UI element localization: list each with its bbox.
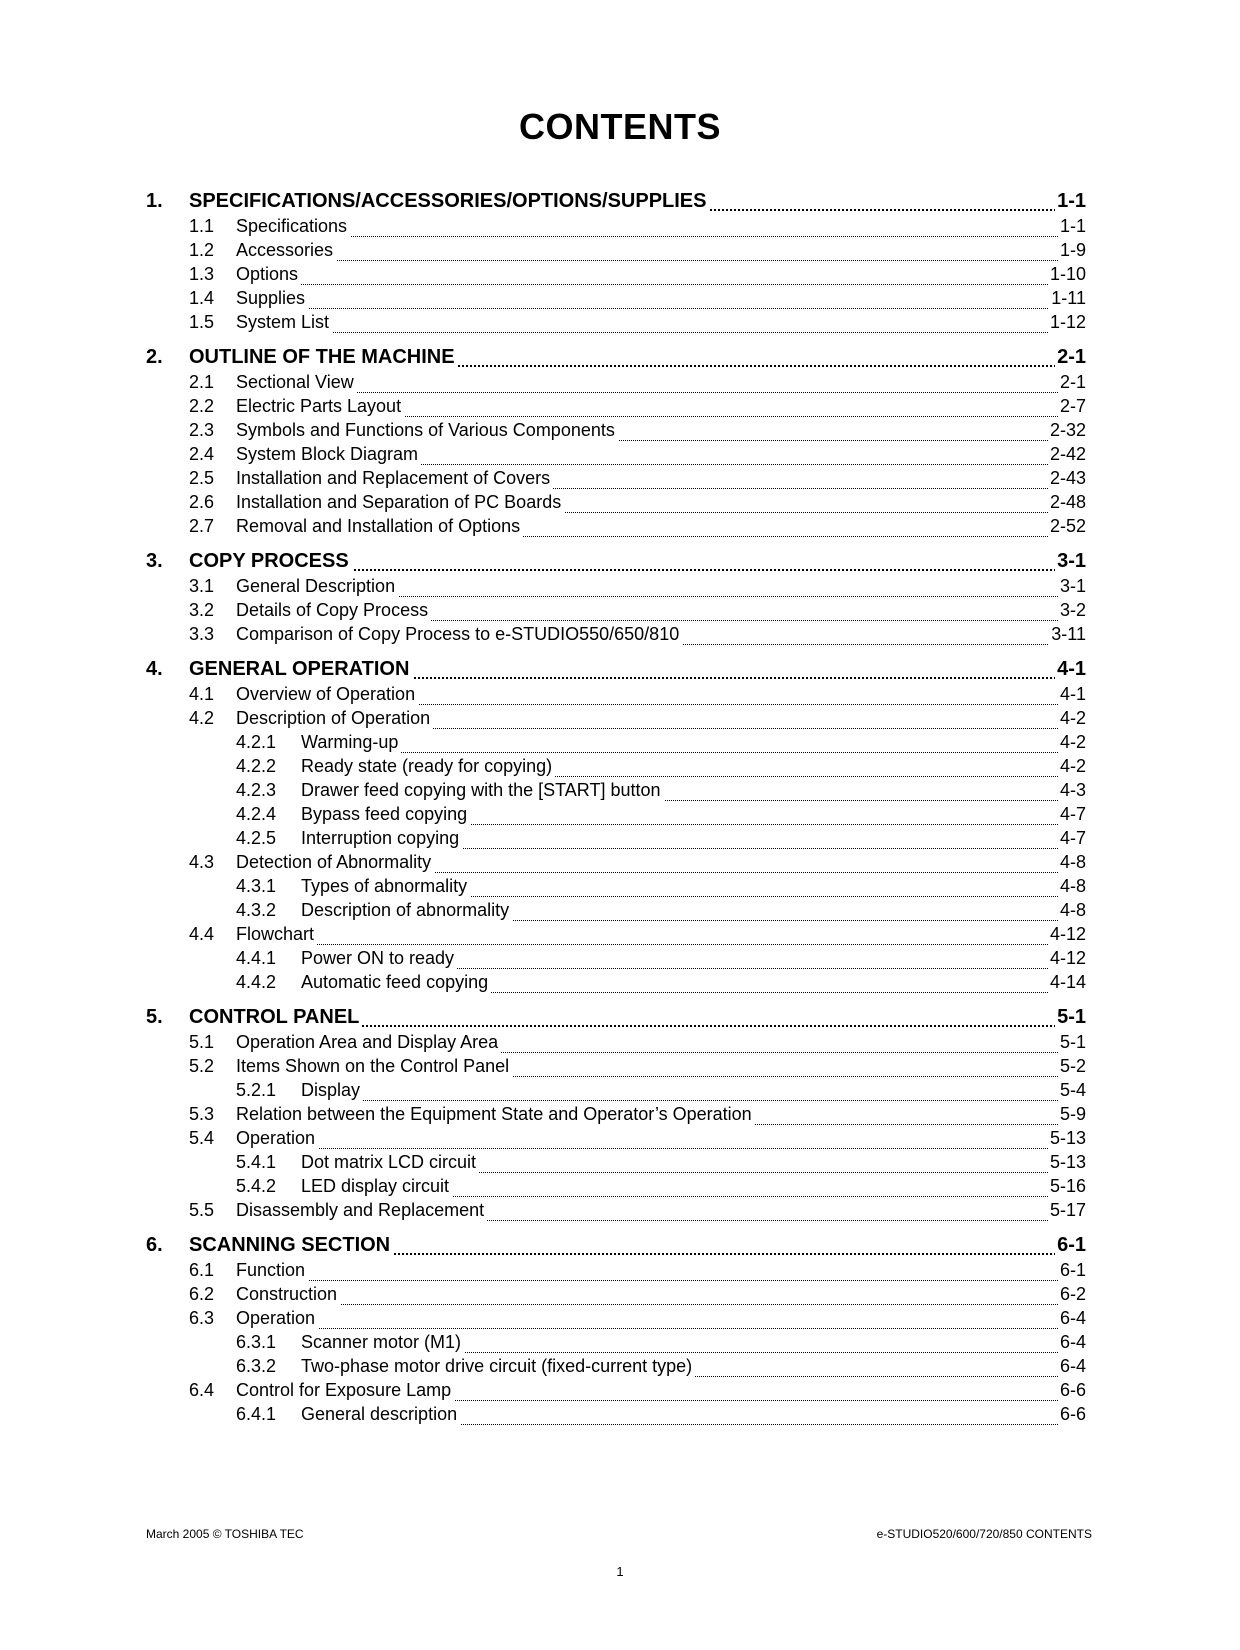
toc-entry[interactable] bbox=[0, 516, 1240, 540]
toc-entry[interactable] bbox=[0, 624, 1240, 648]
toc-number: 6. bbox=[146, 1234, 163, 1256]
toc-title: Display bbox=[301, 1080, 363, 1101]
toc-number: 4.2.5 bbox=[236, 828, 277, 848]
toc-entry[interactable] bbox=[0, 1080, 1240, 1104]
toc-title: Installation and Replacement of Covers bbox=[236, 468, 553, 489]
toc-number: 4.4.1 bbox=[236, 948, 277, 968]
toc-page: 6-4 bbox=[1059, 1308, 1086, 1328]
toc-page: 3-11 bbox=[1051, 624, 1086, 644]
toc-number: 1.5 bbox=[189, 312, 215, 332]
toc-entry[interactable] bbox=[0, 924, 1240, 948]
toc-page: 1-1 bbox=[1057, 190, 1086, 212]
toc-number: 4.1 bbox=[189, 684, 215, 704]
toc-page: 6-1 bbox=[1057, 1234, 1086, 1256]
toc-number: 3. bbox=[146, 550, 163, 572]
dot-leader bbox=[301, 752, 1080, 753]
toc-number: 2.6 bbox=[189, 492, 215, 512]
toc-page: 4-12 bbox=[1049, 924, 1086, 944]
toc-title: Bypass feed copying bbox=[301, 804, 470, 825]
toc-entry[interactable] bbox=[0, 1128, 1240, 1152]
toc-entry[interactable] bbox=[0, 576, 1240, 600]
toc-page: 4-2 bbox=[1059, 756, 1086, 776]
toc-entry[interactable] bbox=[0, 828, 1240, 852]
toc-title: COPY PROCESS bbox=[189, 550, 352, 573]
toc-title: SCANNING SECTION bbox=[189, 1234, 393, 1257]
toc-number: 5.2 bbox=[189, 1056, 215, 1076]
toc-title: Comparison of Copy Process to e-STUDIO550/650/810 bbox=[236, 624, 682, 645]
toc-title: Specifications bbox=[236, 216, 350, 237]
toc-page: 4-14 bbox=[1049, 972, 1086, 992]
toc-number: 5.3 bbox=[189, 1104, 215, 1124]
toc-number: 4. bbox=[146, 658, 163, 680]
toc-title: Options bbox=[236, 264, 301, 285]
toc-page: 4-2 bbox=[1059, 708, 1086, 728]
toc-number: 6.1 bbox=[189, 1260, 215, 1280]
toc-title: Flowchart bbox=[236, 924, 317, 945]
toc-number: 2.2 bbox=[189, 396, 215, 416]
toc-title: Accessories bbox=[236, 240, 336, 261]
toc-title: Operation bbox=[236, 1128, 318, 1149]
toc-title: System List bbox=[236, 312, 332, 333]
toc-entry[interactable] bbox=[0, 1152, 1240, 1176]
toc-number: 6.2 bbox=[189, 1284, 215, 1304]
toc-entry[interactable] bbox=[0, 420, 1240, 444]
toc-number: 1.4 bbox=[189, 288, 215, 308]
toc-entry[interactable] bbox=[0, 1380, 1240, 1404]
toc-entry[interactable] bbox=[0, 444, 1240, 468]
toc-page: 5-4 bbox=[1059, 1080, 1086, 1100]
toc-page: 5-13 bbox=[1049, 1128, 1086, 1148]
toc-entry[interactable] bbox=[0, 240, 1240, 264]
toc-chapter[interactable] bbox=[0, 190, 1240, 214]
toc-title: Types of abnormality bbox=[301, 876, 470, 897]
toc-title: Description of Operation bbox=[236, 708, 433, 729]
dot-leader bbox=[236, 284, 1080, 285]
toc-entry[interactable] bbox=[0, 804, 1240, 828]
toc-number: 6.3.1 bbox=[236, 1332, 277, 1352]
toc-number: 4.2.3 bbox=[236, 780, 277, 800]
toc-page: 5-1 bbox=[1059, 1032, 1086, 1052]
toc-page: 6-4 bbox=[1059, 1356, 1086, 1376]
toc-number: 4.3.2 bbox=[236, 900, 277, 920]
dot-leader bbox=[236, 944, 1080, 945]
toc-page: 6-6 bbox=[1059, 1404, 1086, 1424]
toc-entry[interactable] bbox=[0, 1104, 1240, 1128]
toc-title: Interruption copying bbox=[301, 828, 462, 849]
toc-number: 2.7 bbox=[189, 516, 215, 536]
toc-title: GENERAL OPERATION bbox=[189, 658, 412, 681]
toc-title: Dot matrix LCD circuit bbox=[301, 1152, 479, 1173]
dot-leader bbox=[236, 1328, 1080, 1329]
footer-left: March 2005 © TOSHIBA TEC bbox=[146, 1527, 304, 1541]
toc-entry[interactable] bbox=[0, 1056, 1240, 1080]
toc-title: Supplies bbox=[236, 288, 308, 309]
toc-title: Construction bbox=[236, 1284, 340, 1305]
toc-page: 4-1 bbox=[1059, 684, 1086, 704]
toc-number: 2.5 bbox=[189, 468, 215, 488]
toc-number: 1.1 bbox=[189, 216, 215, 236]
toc-number: 5.4 bbox=[189, 1128, 215, 1148]
toc-page: 4-7 bbox=[1059, 804, 1086, 824]
toc-number: 4.2.4 bbox=[236, 804, 277, 824]
toc-entry[interactable] bbox=[0, 876, 1240, 900]
toc-entry[interactable] bbox=[0, 1284, 1240, 1308]
toc-title: Function bbox=[236, 1260, 308, 1281]
toc-page: 5-13 bbox=[1049, 1152, 1086, 1172]
toc-entry[interactable] bbox=[0, 1260, 1240, 1284]
footer-right: e-STUDIO520/600/720/850 CONTENTS bbox=[876, 1527, 1092, 1541]
toc-entry[interactable] bbox=[0, 1332, 1240, 1356]
toc-entry[interactable] bbox=[0, 492, 1240, 516]
toc-title: OUTLINE OF THE MACHINE bbox=[189, 346, 458, 369]
toc-chapter[interactable] bbox=[0, 1006, 1240, 1030]
toc-number: 5. bbox=[146, 1006, 163, 1028]
toc-page: 6-1 bbox=[1059, 1260, 1086, 1280]
toc-title: Automatic feed copying bbox=[301, 972, 491, 993]
toc-title: Relation between the Equipment State and Operator’s Operation bbox=[236, 1104, 755, 1125]
toc-title: Two-phase motor drive circuit (fixed-current type) bbox=[301, 1356, 695, 1377]
toc-page: 5-2 bbox=[1059, 1056, 1086, 1076]
toc-entry[interactable] bbox=[0, 1032, 1240, 1056]
toc-number: 4.4 bbox=[189, 924, 215, 944]
toc-title: General Description bbox=[236, 576, 398, 597]
toc-page: 4-2 bbox=[1059, 732, 1086, 752]
toc-page: 2-1 bbox=[1057, 346, 1086, 368]
toc-title: Disassembly and Replacement bbox=[236, 1200, 487, 1221]
toc-chapter[interactable] bbox=[0, 658, 1240, 682]
toc-page: 3-1 bbox=[1057, 550, 1086, 572]
dot-leader bbox=[236, 236, 1080, 237]
toc-title: Drawer feed copying with the [START] button bbox=[301, 780, 664, 801]
toc-number: 3.2 bbox=[189, 600, 215, 620]
toc-page: 5-1 bbox=[1057, 1006, 1086, 1028]
toc-title: LED display circuit bbox=[301, 1176, 452, 1197]
toc-number: 2.3 bbox=[189, 420, 215, 440]
toc-title: Description of abnormality bbox=[301, 900, 512, 921]
toc-page: 1-1 bbox=[1059, 216, 1086, 236]
dot-leader bbox=[236, 1304, 1080, 1305]
toc-title: Operation Area and Display Area bbox=[236, 1032, 501, 1053]
toc-page: 2-43 bbox=[1049, 468, 1086, 488]
toc-number: 6.4.1 bbox=[236, 1404, 277, 1424]
toc-number: 4.3 bbox=[189, 852, 215, 872]
toc-page: 5-9 bbox=[1059, 1104, 1086, 1124]
toc-title: Control for Exposure Lamp bbox=[236, 1380, 454, 1401]
dot-leader bbox=[236, 260, 1080, 261]
toc-page: 2-32 bbox=[1049, 420, 1086, 440]
toc-entry[interactable] bbox=[0, 852, 1240, 876]
toc-entry[interactable] bbox=[0, 900, 1240, 924]
toc-entry[interactable] bbox=[0, 948, 1240, 972]
toc-number: 5.4.2 bbox=[236, 1176, 277, 1196]
toc-page: 1-12 bbox=[1049, 312, 1086, 332]
toc-page: 1-9 bbox=[1059, 240, 1086, 260]
toc-title: Sectional View bbox=[236, 372, 357, 393]
toc-number: 5.5 bbox=[189, 1200, 215, 1220]
toc-title: System Block Diagram bbox=[236, 444, 421, 465]
toc-title: SPECIFICATIONS/ACCESSORIES/OPTIONS/SUPPLIES bbox=[189, 190, 710, 213]
toc-entry[interactable] bbox=[0, 468, 1240, 492]
toc-number: 4.2 bbox=[189, 708, 215, 728]
toc-page: 5-16 bbox=[1049, 1176, 1086, 1196]
page-title: CONTENTS bbox=[519, 106, 721, 147]
toc-number: 6.3.2 bbox=[236, 1356, 277, 1376]
toc-page: 6-4 bbox=[1059, 1332, 1086, 1352]
toc-page: 2-48 bbox=[1049, 492, 1086, 512]
toc-number: 6.4 bbox=[189, 1380, 215, 1400]
toc-page: 4-8 bbox=[1059, 900, 1086, 920]
toc-page: 3-1 bbox=[1059, 576, 1086, 596]
toc-number: 4.4.2 bbox=[236, 972, 277, 992]
toc-number: 1.3 bbox=[189, 264, 215, 284]
toc-page: 2-7 bbox=[1059, 396, 1086, 416]
toc-entry[interactable] bbox=[0, 396, 1240, 420]
toc-entry[interactable] bbox=[0, 1356, 1240, 1380]
toc-title: Warming-up bbox=[301, 732, 401, 753]
toc-entry[interactable] bbox=[0, 264, 1240, 288]
toc-page: 4-8 bbox=[1059, 852, 1086, 872]
toc-page: 2-1 bbox=[1059, 372, 1086, 392]
toc-entry[interactable] bbox=[0, 708, 1240, 732]
toc-number: 5.2.1 bbox=[236, 1080, 277, 1100]
toc-number: 1. bbox=[146, 190, 163, 212]
toc-entry[interactable] bbox=[0, 684, 1240, 708]
toc-title: Items Shown on the Control Panel bbox=[236, 1056, 512, 1077]
toc-entry[interactable] bbox=[0, 780, 1240, 804]
toc-page: 4-3 bbox=[1059, 780, 1086, 800]
toc-number: 2.1 bbox=[189, 372, 215, 392]
toc-title: Power ON to ready bbox=[301, 948, 457, 969]
toc-title: General description bbox=[301, 1404, 460, 1425]
toc-page: 1-10 bbox=[1049, 264, 1086, 284]
toc-page: 3-2 bbox=[1059, 600, 1086, 620]
toc-entry[interactable] bbox=[0, 1308, 1240, 1332]
toc-title: Symbols and Functions of Various Components bbox=[236, 420, 618, 441]
toc-entry[interactable] bbox=[0, 1404, 1240, 1428]
toc-entry[interactable] bbox=[0, 312, 1240, 336]
toc-title: Details of Copy Process bbox=[236, 600, 431, 621]
toc-page: 5-17 bbox=[1049, 1200, 1086, 1220]
toc-page: 6-6 bbox=[1059, 1380, 1086, 1400]
toc-title: Detection of Abnormality bbox=[236, 852, 434, 873]
toc-page: 4-8 bbox=[1059, 876, 1086, 896]
toc-page: 1-11 bbox=[1051, 288, 1086, 308]
toc-title: CONTROL PANEL bbox=[189, 1006, 362, 1029]
toc-number: 2. bbox=[146, 346, 163, 368]
toc-entry[interactable] bbox=[0, 216, 1240, 240]
toc-number: 5.4.1 bbox=[236, 1152, 277, 1172]
toc-title: Ready state (ready for copying) bbox=[301, 756, 555, 777]
toc-page: 2-52 bbox=[1049, 516, 1086, 536]
dot-leader bbox=[301, 1100, 1080, 1101]
dot-leader bbox=[236, 1148, 1080, 1149]
toc-page: 2-42 bbox=[1049, 444, 1086, 464]
toc-title: Scanner motor (M1) bbox=[301, 1332, 464, 1353]
toc-number: 4.2.2 bbox=[236, 756, 277, 776]
toc-entry[interactable] bbox=[0, 732, 1240, 756]
dot-leader bbox=[236, 1280, 1080, 1281]
toc-title: Electric Parts Layout bbox=[236, 396, 404, 417]
toc-number: 1.2 bbox=[189, 240, 215, 260]
toc-title: Operation bbox=[236, 1308, 318, 1329]
toc-entry[interactable] bbox=[0, 288, 1240, 312]
toc-chapter[interactable] bbox=[0, 1234, 1240, 1258]
page-number: 1 bbox=[616, 1564, 624, 1579]
toc-title: Installation and Separation of PC Boards bbox=[236, 492, 564, 513]
toc-chapter[interactable] bbox=[0, 346, 1240, 370]
toc-title: Overview of Operation bbox=[236, 684, 418, 705]
toc-number: 4.2.1 bbox=[236, 732, 277, 752]
toc-number: 3.3 bbox=[189, 624, 215, 644]
toc-number: 2.4 bbox=[189, 444, 215, 464]
toc-number: 6.3 bbox=[189, 1308, 215, 1328]
toc-page: 6-2 bbox=[1059, 1284, 1086, 1304]
toc-number: 4.3.1 bbox=[236, 876, 277, 896]
toc-entry[interactable] bbox=[0, 372, 1240, 396]
toc-entry[interactable] bbox=[0, 756, 1240, 780]
dot-leader bbox=[236, 332, 1080, 333]
toc-number: 5.1 bbox=[189, 1032, 215, 1052]
toc-entry[interactable] bbox=[0, 600, 1240, 624]
dot-leader bbox=[236, 392, 1080, 393]
toc-number: 3.1 bbox=[189, 576, 215, 596]
toc-entry[interactable] bbox=[0, 1200, 1240, 1224]
toc-page: 4-7 bbox=[1059, 828, 1086, 848]
toc-entry[interactable] bbox=[0, 1176, 1240, 1200]
toc-title: Removal and Installation of Options bbox=[236, 516, 523, 537]
dot-leader bbox=[236, 308, 1080, 309]
toc-page: 4-1 bbox=[1057, 658, 1086, 680]
toc-entry[interactable] bbox=[0, 972, 1240, 996]
toc-page: 4-12 bbox=[1049, 948, 1086, 968]
toc-chapter[interactable] bbox=[0, 550, 1240, 574]
